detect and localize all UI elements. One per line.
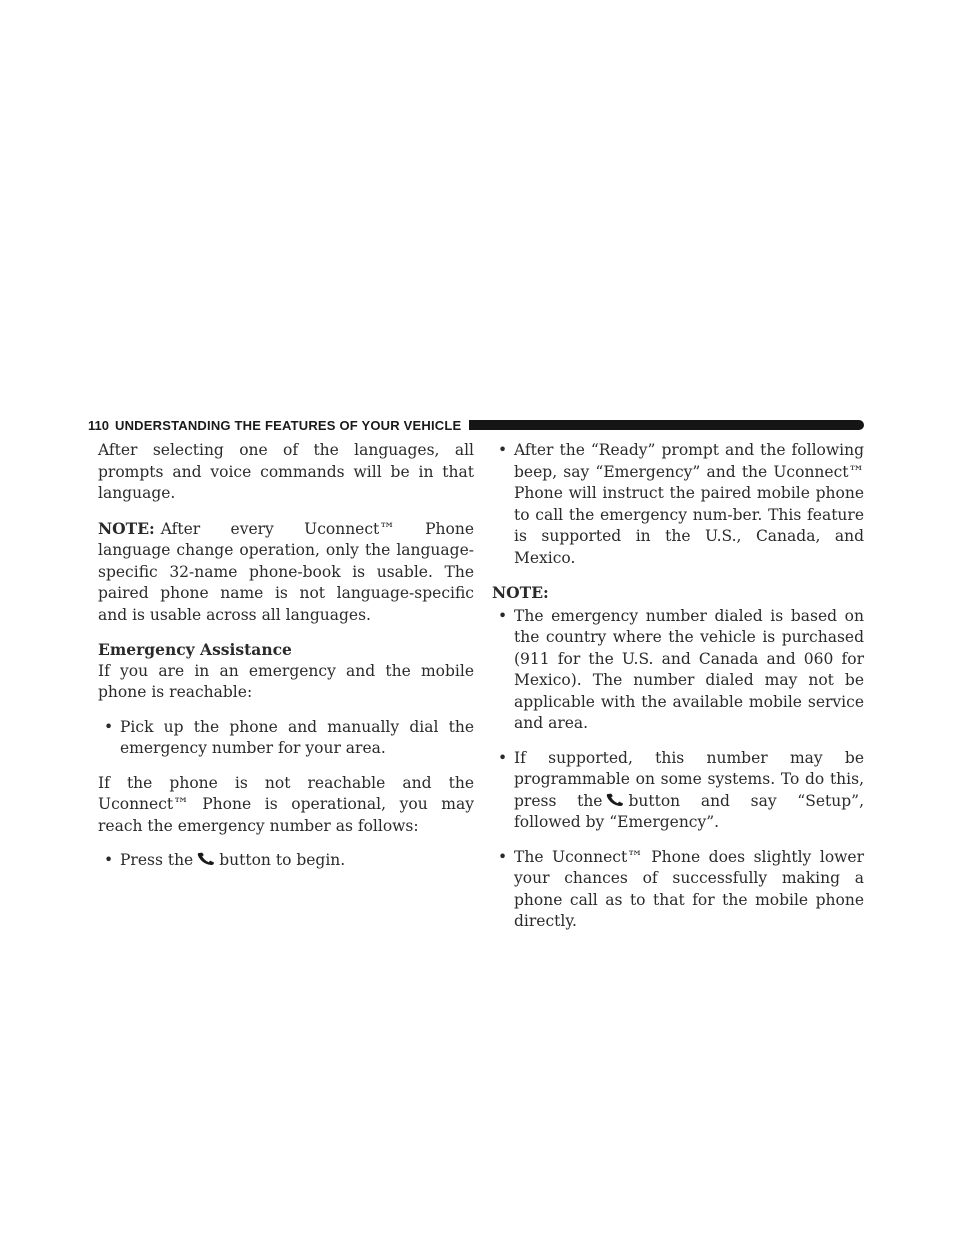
bullet-dot: •	[498, 606, 508, 625]
page-number: 110	[88, 417, 109, 433]
bullet-dot: •	[498, 847, 508, 866]
paragraph-not-reachable: If the phone is not reachable and the Uconnect™ Phone is operational, you may reach the emergency number as follows:	[98, 773, 474, 835]
bullet-dot: •	[498, 441, 508, 459]
note-language	[98, 518, 474, 627]
bullet-text-a: Press the	[120, 851, 194, 869]
phone-icon	[197, 852, 215, 866]
bullet-text-b: button to begin.	[219, 851, 346, 869]
phone-icon	[606, 793, 624, 807]
bullet-text-b: button and say “Setup”, followed by “Emergency”.	[514, 791, 864, 831]
bullet-programmable	[492, 748, 864, 834]
bullet-dot: •	[104, 851, 114, 869]
note-heading: NOTE:	[492, 583, 549, 602]
page-header	[88, 416, 864, 434]
bullet-manual-dial	[98, 717, 474, 760]
bullet-text: The Uconnect™ Phone does slightly lower your chances of successfully making a phone call as to that for the mobile phone directly.	[514, 847, 864, 930]
header-rule	[469, 420, 864, 430]
heading-emergency-assistance: Emergency Assistance	[98, 640, 292, 659]
right-column	[492, 440, 864, 946]
bullet-lower-chances	[492, 847, 864, 933]
bullet-press-button	[98, 850, 474, 872]
paragraph-language: After selecting one of the languages, all prompts and voice commands will be in that language.	[98, 441, 474, 502]
bullet-dot: •	[498, 748, 508, 767]
section-title: UNDERSTANDING THE FEATURES OF YOUR VEHICLE	[114, 417, 462, 433]
bullet-text: After the “Ready” prompt and the following beep, say “Emergency” and the Uconnect™ Phone will instruct the paired mobile phone to call the emergency num-ber. This feature is supported in the U.S., Canada, and Mexico.	[514, 441, 864, 567]
bullet-dot: •	[104, 717, 114, 736]
bullet-text: The emergency number dialed is based on the country where the vehicle is purchased (911 for the U.S. and Canada and 060 for Mexico). The number dialed may not be applicable with the available mobile service and area.	[514, 606, 864, 732]
left-column	[98, 440, 474, 885]
bullet-text-a: If supported, this number may be programmable on some systems. To do this, press the	[514, 748, 864, 810]
bullet-ready-prompt	[492, 440, 864, 569]
note-text: After every Uconnect™ Phone language change operation, only the language-specific 32-name phone-book is usable. The paired phone name is not language-specific and is usable across all languages.	[98, 519, 474, 624]
paragraph-reachable: If you are in an emergency and the mobile phone is reachable:	[98, 661, 474, 701]
bullet-text: Pick up the phone and manually dial the emergency number for your area.	[120, 717, 474, 757]
note-label: NOTE:	[98, 518, 155, 538]
bullet-emergency-number	[492, 606, 864, 735]
